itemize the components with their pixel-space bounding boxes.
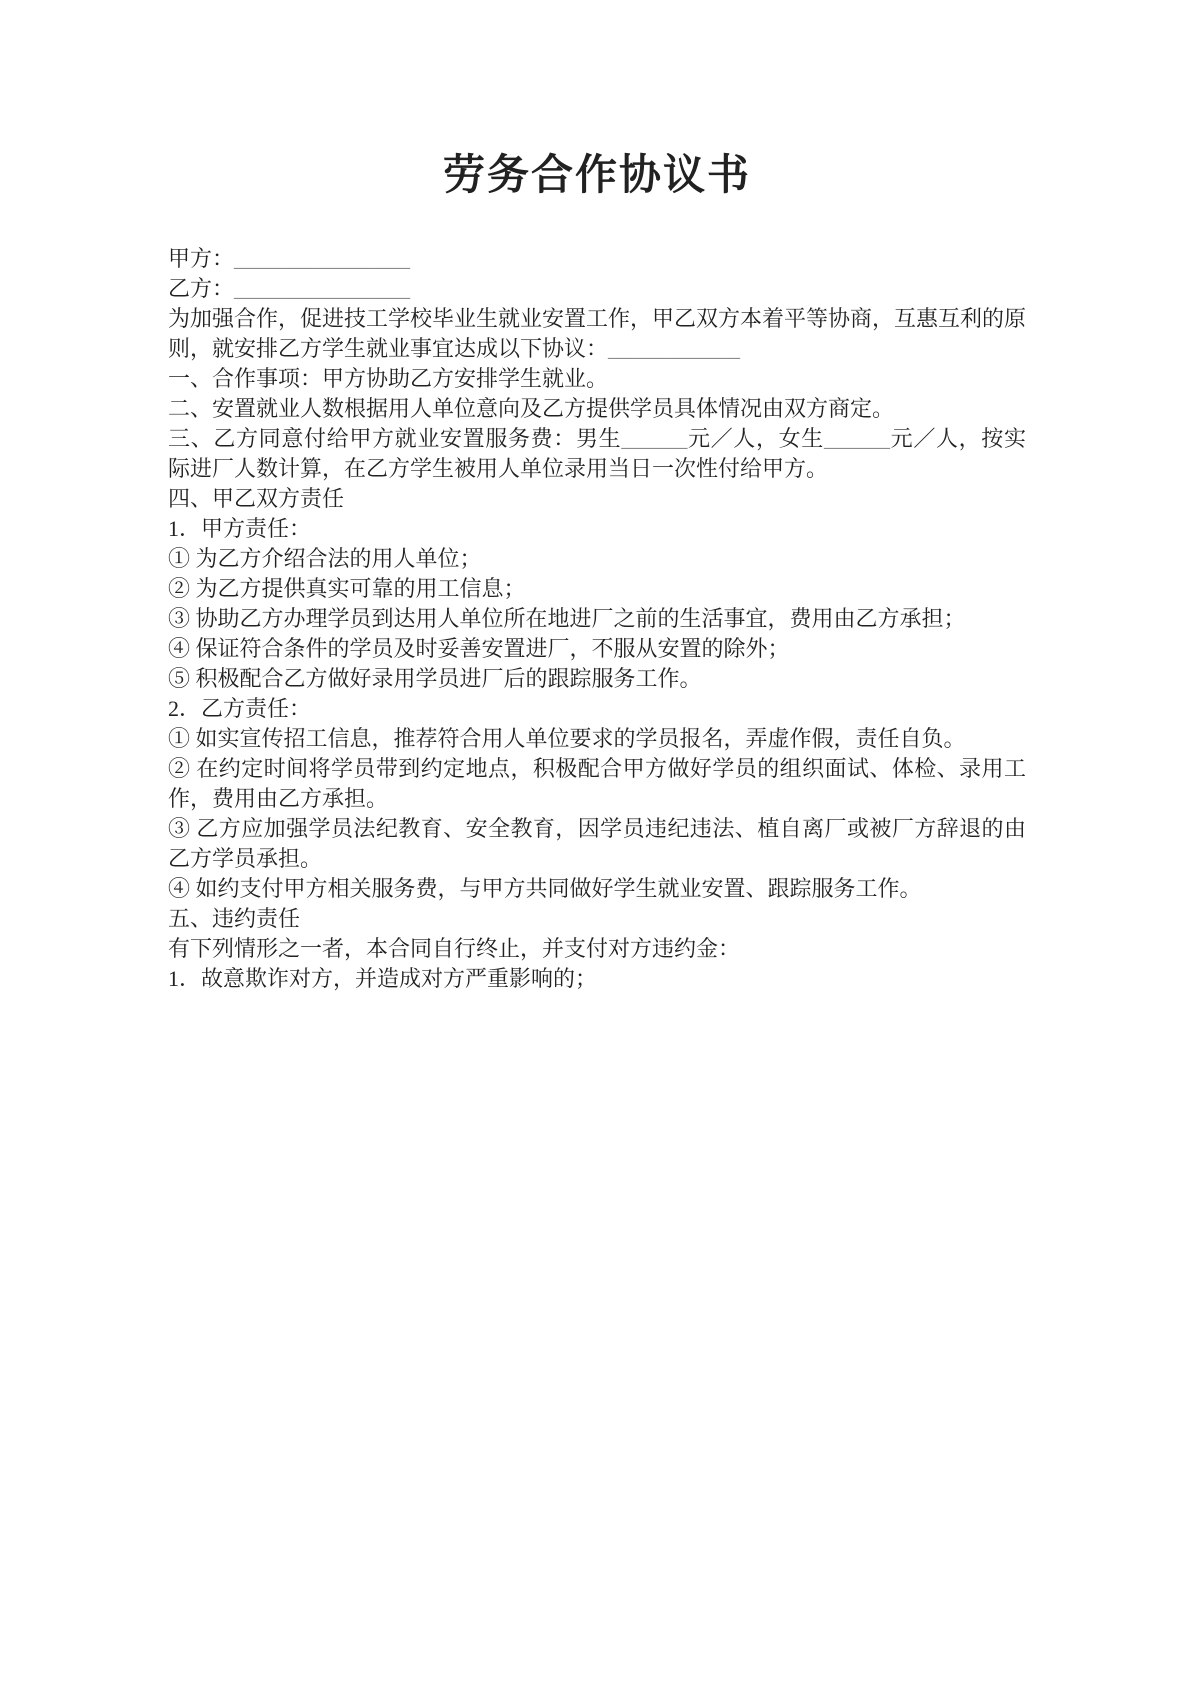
party-a-blank-field: ________________ bbox=[234, 246, 411, 271]
clause-5-breach-heading: 五、违约责任 bbox=[168, 906, 301, 931]
party-a-line bbox=[168, 244, 1026, 274]
breach-intro: 有下列情形之一者，本合同自行终止，并支付对方违约金： bbox=[168, 936, 741, 961]
intro-blank-field: ____________ bbox=[608, 336, 741, 361]
party-b-duty-4: ④ 如约支付甲方相关服务费，与甲方共同做好学生就业安置、跟踪服务工作。 bbox=[168, 876, 922, 901]
document-title: 劳务合作协议书 bbox=[442, 153, 751, 199]
clause-3-text-1: 三、乙方同意付给甲方就业安置服务费：男生 bbox=[168, 426, 622, 451]
party-b-blank-field: ________________ bbox=[234, 276, 411, 301]
intro-paragraph bbox=[168, 304, 1026, 364]
party-a-label: 甲方： bbox=[168, 246, 235, 271]
female-fee-blank-field: ______ bbox=[823, 426, 890, 451]
party-a-duties-heading: 1．甲方责任： bbox=[168, 516, 312, 541]
party-b-duties-heading: 2．乙方责任： bbox=[168, 696, 312, 721]
party-a-duty-3: ③ 协助乙方办理学员到达用人单位所在地进厂之前的生活事宜，费用由乙方承担； bbox=[168, 606, 966, 631]
party-a-duty-5: ⑤ 积极配合乙方做好录用学员进厂后的跟踪服务工作。 bbox=[168, 666, 702, 691]
clause-3-text-3: 元／人，按实际进厂人数计算，在乙方学生被用人单位录用当日一次性付给甲方。 bbox=[168, 426, 1026, 481]
clause-1-cooperation: 一、合作事项：甲方协助乙方安排学生就业。 bbox=[168, 366, 609, 391]
party-a-duty-4: ④ 保证符合条件的学员及时妥善安置进厂，不服从安置的除外； bbox=[168, 636, 790, 661]
party-b-label: 乙方： bbox=[168, 276, 235, 301]
party-b-line bbox=[168, 274, 1026, 304]
male-fee-blank-field: ______ bbox=[621, 426, 688, 451]
intro-text: 为加强合作，促进技工学校毕业生就业安置工作，甲乙双方本着平等协商，互惠互利的原则，就安排乙方学生就业事宜达成以下协议： bbox=[168, 306, 1027, 361]
party-b-duty-1: ① 如实宣传招工信息，推荐符合用人单位要求的学员报名，弄虚作假，责任自负。 bbox=[168, 726, 966, 751]
clause-3-service-fee bbox=[168, 424, 1026, 484]
clause-2-headcount: 二、安置就业人数根据用人单位意向及乙方提供学员具体情况由双方商定。 bbox=[168, 396, 895, 421]
party-a-duty-2: ② 为乙方提供真实可靠的用工信息； bbox=[168, 576, 526, 601]
clause-4-responsibilities-heading: 四、甲乙双方责任 bbox=[168, 486, 345, 511]
party-a-duty-1: ① 为乙方介绍合法的用人单位； bbox=[168, 546, 482, 571]
party-b-duty-2: ② 在约定时间将学员带到约定地点，积极配合甲方做好学员的组织面试、体检、录用工作，费用由乙方承担。 bbox=[168, 756, 1026, 811]
party-b-duty-3: ③ 乙方应加强学员法纪教育、安全教育，因学员违纪违法、植自离厂或被厂方辞退的由乙方学员承担。 bbox=[168, 816, 1026, 871]
breach-item-1: 1．故意欺诈对方，并造成对方严重影响的； bbox=[168, 966, 598, 991]
clause-3-text-2: 元／人，女生 bbox=[687, 426, 824, 451]
